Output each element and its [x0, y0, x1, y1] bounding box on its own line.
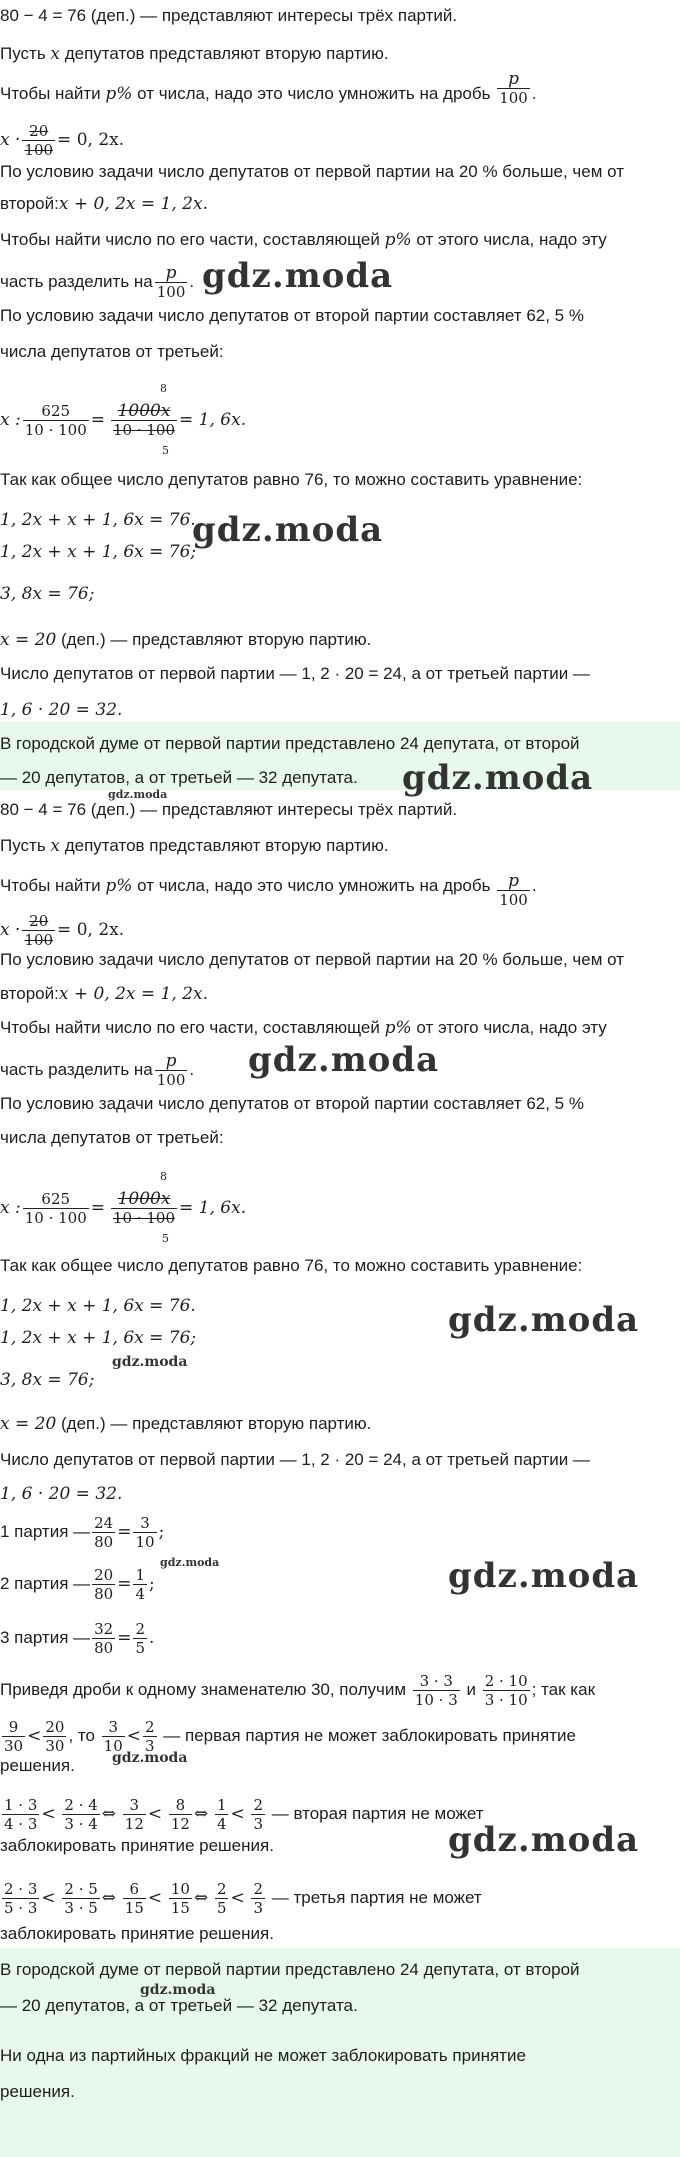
watermark: gdz.moda — [192, 510, 384, 550]
formula-line: 3 партия — $\frac{32}{80}$ = $\frac{2}{5}$ . — [0, 1620, 155, 1657]
formula-line: x · $\frac{20}{100}$ = 0, 2x. — [0, 122, 125, 159]
text-line: Приведя дроби к одному знаменателю 30, получим $\frac{3 \cdot 3}{10 \cdot 3}$ и $\frac{2 \cdot 10}{3 \cdot 10}$ ; так как — [0, 1672, 596, 1709]
text-line: Число депутатов от первой партии — 1, 2 · 20 = 24, а от третьей партии — — [0, 1450, 590, 1469]
text-line: 80 − 4 = 76 (деп.) — представляют интересы трёх партий. — [0, 6, 458, 25]
text-line: По условию задачи число депутатов от первой партии на 20 % больше, чем от — [0, 162, 625, 181]
formula-line: 1, 6 · 20 = 32. — [0, 700, 123, 720]
answer-line: В городской думе от первой партии представлено 24 депутата, от второй — [0, 734, 580, 753]
formula-line: $\frac{9}{30}$ < $\frac{20}{30}$ , то $\frac{3}{10}$ < $\frac{2}{3}$ — первая партия не может заблокировать принятие — [4, 1718, 577, 1755]
text-line: x = 20 (деп.) — представляют вторую партию. — [0, 630, 372, 650]
watermark: gdz.moda — [140, 1982, 216, 1998]
watermark: gdz.moda — [112, 1354, 188, 1370]
answer-line: — 20 депутатов, а от третьей — 32 депутата. — [0, 768, 358, 787]
cancel-note: 5 — [162, 444, 169, 457]
text-line: числа депутатов от третьей: — [0, 1128, 224, 1147]
text-line: Пусть x депутатов представляют вторую партию. — [0, 836, 389, 856]
text-line: По условию задачи число депутатов от второй партии составляет 62, 5 % — [0, 1094, 584, 1113]
text-line: заблокировать принятие решения. — [0, 1924, 274, 1943]
text-line: Чтобы найти число по его части, составляющей p% от этого числа, надо эту — [0, 230, 607, 250]
answer-line: В городской думе от первой партии представлено 24 депутата, от второй — [0, 1960, 580, 1979]
answer-line: Ни одна из партийных фракций не может заблокировать принятие — [0, 2046, 526, 2065]
text-line: 80 − 4 = 76 (деп.) — представляют интересы трёх партий. — [0, 800, 458, 819]
formula-line: $\frac{1 \cdot 3}{4 \cdot 3}$ < $\frac{2 \cdot 4}{3 \cdot 4}$ ⇔ $\frac{3}{12}$ < $\frac{8}{12}$ ⇔ $\frac{1}{4}$ < $\frac{2}{3}$ — вторая партия не может — [4, 1796, 484, 1833]
watermark: gdz.moda — [402, 758, 594, 798]
watermark: gdz.moda — [108, 788, 168, 801]
text-line: Так как общее число депутатов равно 76, то можно составить уравнение: — [0, 470, 583, 489]
cancel-note: 8 — [160, 1170, 167, 1183]
text-line: числа депутатов от третьей: — [0, 342, 224, 361]
watermark: gdz.moda — [248, 1040, 440, 1080]
answer-line: — 20 депутатов, а от третьей — 32 депутата. — [0, 1996, 358, 2015]
text-line: часть разделить на $\frac{p}{100}$ . — [0, 263, 195, 301]
text-line: Чтобы найти p% от числа, надо это число умножить на дробь $\frac{p}{100}$ . — [0, 871, 537, 909]
text-line: второй:x + 0, 2x = 1, 2x. — [0, 984, 208, 1004]
watermark: gdz.moda — [448, 1820, 640, 1860]
text-line: решения. — [0, 1756, 75, 1775]
watermark: gdz.moda — [448, 1556, 640, 1596]
cancel-note: 5 — [162, 1232, 169, 1245]
text-line: второй:x + 0, 2x = 1, 2x. — [0, 194, 208, 214]
text-line: x = 20 (деп.) — представляют вторую партию. — [0, 1414, 372, 1434]
watermark: gdz.moda — [448, 1300, 640, 1340]
text-line: Пусть x депутатов представляют вторую партию. — [0, 44, 389, 64]
text-line: Число депутатов от первой партии — 1, 2 · 20 = 24, а от третьей партии — — [0, 664, 590, 683]
answer-line: решения. — [0, 2082, 75, 2101]
watermark: gdz.moda — [202, 256, 394, 296]
formula-line: 1, 2x + x + 1, 6x = 76; — [0, 1328, 197, 1348]
text-line: часть разделить на $\frac{p}{100}$ . — [0, 1051, 195, 1089]
text-line: Чтобы найти число по его части, составляющей p% от этого числа, надо эту — [0, 1018, 607, 1038]
formula-line: x · $\frac{20}{100}$ = 0, 2x. — [0, 912, 125, 949]
text-line: заблокировать принятие решения. — [0, 1836, 274, 1855]
formula-line: 3, 8x = 76; — [0, 584, 95, 604]
formula-line: 1 партия — $\frac{24}{80}$ = $\frac{3}{10}$ ; — [0, 1514, 165, 1551]
formula-line: x : $\frac{625}{10 \cdot 100}$ = $\frac{1000x}{10 \cdot 100}$ = 1, 6x. — [0, 1189, 247, 1227]
text-line: По условию задачи число депутатов от первой партии на 20 % больше, чем от — [0, 950, 625, 969]
text-line: Так как общее число депутатов равно 76, то можно составить уравнение: — [0, 1256, 583, 1275]
formula-line: 1, 2x + x + 1, 6x = 76; — [0, 542, 197, 562]
formula-line: x : $\frac{625}{10 \cdot 100}$ = $\frac{1000x}{10 \cdot 100}$ = 1, 6x. — [0, 401, 247, 439]
watermark: gdz.moda — [112, 1750, 188, 1766]
cancel-note: 8 — [160, 382, 167, 395]
formula-line: 3, 8x = 76; — [0, 1370, 95, 1390]
formula-line: $\frac{2 \cdot 3}{5 \cdot 3}$ < $\frac{2 \cdot 5}{3 \cdot 5}$ ⇔ $\frac{6}{15}$ < $\frac{10}{15}$ ⇔ $\frac{2}{5}$ < $\frac{2}{3}$ — третья партия не может — [4, 1880, 482, 1917]
formula-line: 1, 6 · 20 = 32. — [0, 1484, 123, 1504]
text-line: По условию задачи число депутатов от второй партии составляет 62, 5 % — [0, 306, 584, 325]
formula-line: 2 партия — $\frac{20}{80}$ = $\frac{1}{4}$ ; — [0, 1566, 155, 1603]
text-line: Чтобы найти p% от числа, надо это число умножить на дробь $\frac{p}{100}$ . — [0, 69, 537, 107]
watermark: gdz.moda — [160, 1556, 220, 1569]
formula-line: 1, 2x + x + 1, 6x = 76. — [0, 510, 196, 530]
formula-line: 1, 2x + x + 1, 6x = 76. — [0, 1296, 196, 1316]
